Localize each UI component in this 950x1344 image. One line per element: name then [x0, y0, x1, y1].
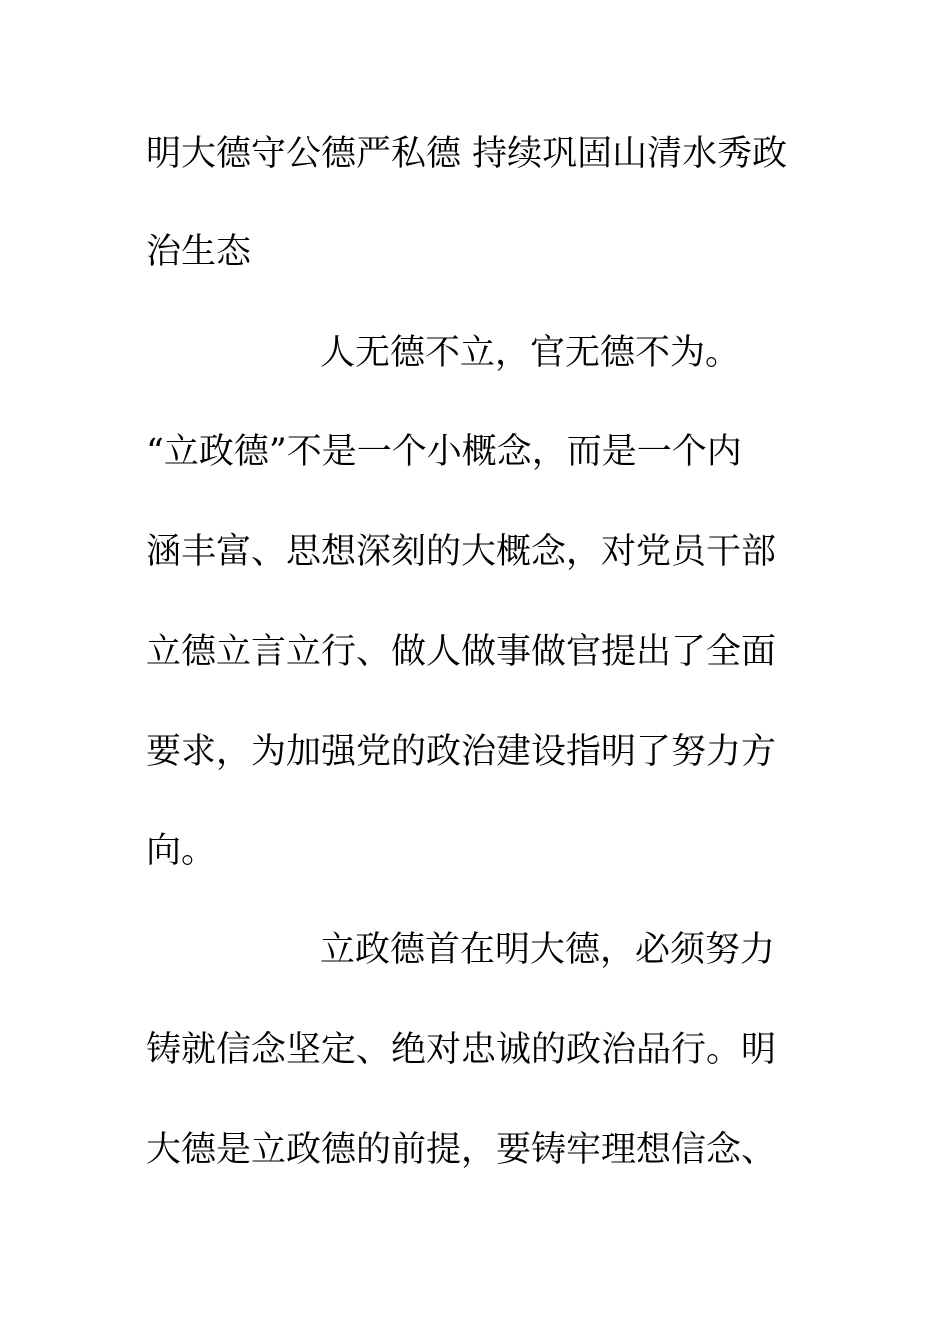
title-line-2: 治生态 — [146, 232, 252, 272]
paragraph-2-line-3: 大德是立政德的前提，要铸牢理想信念、 — [146, 1130, 777, 1170]
paragraph-1-line-5: 要求，为加强党的政治建设指明了努力方 — [146, 732, 777, 772]
paragraph-2-line-2: 铸就信念坚定、绝对忠诚的政治品行。明 — [146, 1030, 777, 1070]
paragraph-2-line-1: 立政德首在明大德，必须努力 — [320, 930, 776, 970]
title-line-1: 明大德守公德严私德 持续巩固山清水秀政 — [146, 134, 788, 174]
paragraph-1-line-3: 涵丰富、思想深刻的大概念，对党员干部 — [146, 532, 777, 572]
paragraph-1-line-2: “立政德”不是一个小概念，而是一个内 — [146, 432, 742, 472]
paragraph-1-line-4: 立德立言立行、做人做事做官提出了全面 — [146, 632, 777, 672]
paragraph-1-line-6: 向。 — [146, 831, 217, 871]
paragraph-1-line-1: 人无德不立，官无德不为。 — [320, 333, 741, 373]
